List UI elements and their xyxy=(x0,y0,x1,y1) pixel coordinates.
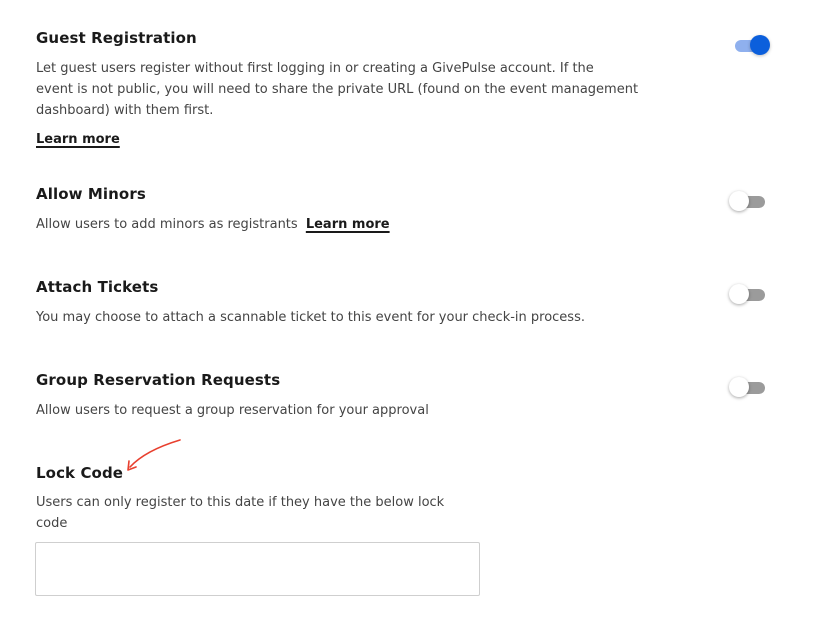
allow-minors-description-row xyxy=(36,214,390,235)
attach-tickets-title: Attach Tickets xyxy=(36,278,159,296)
lock-code-input[interactable] xyxy=(35,542,480,596)
allow-minors-title: Allow Minors xyxy=(36,185,146,203)
guest-registration-toggle[interactable] xyxy=(731,34,771,56)
guest-registration-learn-more-link[interactable]: Learn more xyxy=(36,132,120,147)
lock-code-description-line1: Users can only register to this date if they have the below lock xyxy=(36,495,445,510)
allow-minors-learn-more-link[interactable]: Learn more xyxy=(305,217,390,232)
lock-code-title: Lock Code xyxy=(36,464,124,482)
red-arrow-icon xyxy=(120,434,190,478)
toggle-knob xyxy=(750,35,770,55)
lock-code-description xyxy=(36,492,496,534)
guest-registration-description xyxy=(36,58,676,121)
toggle-knob xyxy=(729,284,749,304)
guest-registration-title: Guest Registration xyxy=(36,29,197,47)
toggle-knob xyxy=(729,377,749,397)
group-reservation-toggle[interactable] xyxy=(729,376,769,398)
toggle-knob xyxy=(729,191,749,211)
group-reservation-description: Allow users to request a group reservation for your approval xyxy=(36,403,429,418)
attach-tickets-description: You may choose to attach a scannable ticket to this event for your check-in process. xyxy=(36,310,585,325)
attach-tickets-toggle[interactable] xyxy=(729,283,769,305)
guest-registration-description-line1: Let guest users register without first logging in or creating a GivePulse account. If the xyxy=(36,61,594,76)
guest-registration-description-line2: event is not public, you will need to share the private URL (found on the event management xyxy=(36,82,639,97)
allow-minors-toggle[interactable] xyxy=(729,190,769,212)
allow-minors-description: Allow users to add minors as registrants xyxy=(36,217,298,232)
group-reservation-title: Group Reservation Requests xyxy=(36,371,281,389)
guest-registration-description-line3: dashboard) with them first. xyxy=(36,103,214,118)
lock-code-description-line2: code xyxy=(36,516,68,531)
